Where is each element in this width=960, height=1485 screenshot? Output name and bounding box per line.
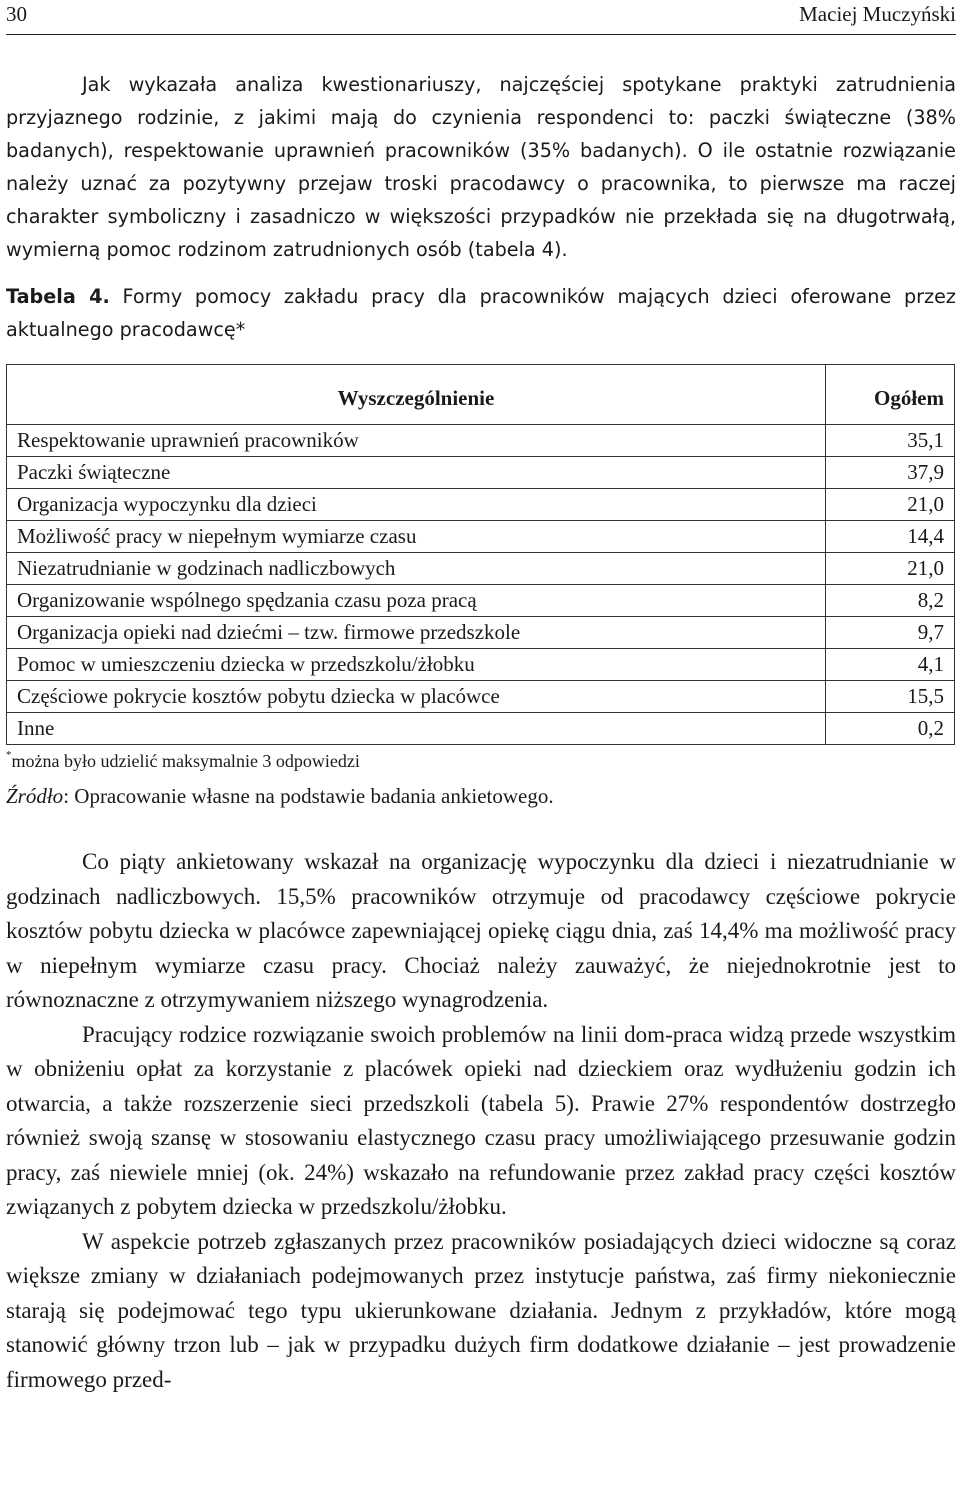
row-label: Częściowe pokrycie kosztów pobytu dziecka w placówce xyxy=(7,681,826,713)
row-value: 21,0 xyxy=(826,553,955,585)
paragraph-body-1: Co piąty ankietowany wskazał na organizację wypoczynku dla dzieci i niezatrudnianie w godzinach nadliczbowych. 15,5% pracowników otrzymuje od pracodawcy częściowe pokrycie kosztów pobytu dziecka w placówce zapewniającej opiekę ciągu dnia, zaś 14,4% ma możliwość pracy w niepełnym wymiarze czasu pracy. Chociaż należy zauważyć, że niejednokrotnie jest to równoznaczne z otrzymywaniem niższego wynagrodzenia. xyxy=(6,849,956,1012)
footnote-mark: * xyxy=(6,749,12,761)
table-row xyxy=(7,425,955,457)
running-header xyxy=(6,0,956,35)
paragraph-body-3: W aspekcie potrzeb zgłaszanych przez pracowników posiadających dzieci widoczne są coraz większe zmiany w działaniach podejmowanych przez instytucje państwa, zaś firmy niekoniecznie starają się podejmować tego typu ukierunkowane działania. Jednym z przykładów, które mogą stanowić główny trzon lub – jak w przypadku dużych firm dodatkowe działanie – jest prowadzenie firmowego przed- xyxy=(6,1228,956,1392)
paragraph-body-2: Pracujący rodzice rozwiązanie swoich problemów na linii dom-praca widzą przede wszystkim w obniżeniu opłat za korzystanie z placówek opieki nad dzieckiem oraz wydłużeniu godzin ich otwarcia, a także rozszerzenie sieci przedszkoli (tabela 5). Prawie 27% respondentów dostrzegło również swoją szansę w stosowaniu elastycznego czasu pracy umożliwiającego przesuwanie godzin pracy, zaś niewiele mniej (ok. 24%) wskazało na refundowanie przez zakład pracy części kosztów związanych z pobytem dziecka w przedszkolu/żłobku. xyxy=(6,1021,956,1219)
row-label: Respektowanie uprawnień pracowników xyxy=(7,425,826,457)
table-caption-text: Formy pomocy zakładu pracy dla pracowników mających dzieci oferowane przez aktualnego pracodawcę* xyxy=(6,285,956,341)
row-value: 9,7 xyxy=(826,617,955,649)
column-header-total: Ogółem xyxy=(826,365,955,425)
table-row xyxy=(7,649,955,681)
source-label: Źródło xyxy=(6,784,64,808)
table-row xyxy=(7,489,955,521)
paragraph-intro: Jak wykazała analiza kwestionariuszy, najczęściej spotykane praktyki zatrudnienia przyjaznego rodzinie, z jakimi mają do czynienia respondenci to: paczki świąteczne (38% badanych), respektowanie uprawnień pracowników (35% badanych). O ile ostatnie rozwiązanie należy uznać za pozytywny przejaw troski pracodawcy o pracownika, to pierwsze ma raczej charakter symboliczny i zasadniczo w większości przypadków nie przekłada się na długotrwałą, wymierną pomoc rodzinom zatrudnionych osób (tabela 4). xyxy=(6,73,956,261)
table-header-row xyxy=(7,365,955,425)
table-source xyxy=(6,784,956,809)
row-label: Niezatrudnianie w godzinach nadliczbowych xyxy=(7,553,826,585)
row-value: 4,1 xyxy=(826,649,955,681)
row-value: 37,9 xyxy=(826,457,955,489)
row-value: 0,2 xyxy=(826,713,955,745)
table-footnote xyxy=(6,751,956,772)
row-value: 21,0 xyxy=(826,489,955,521)
row-label: Inne xyxy=(7,713,826,745)
row-label: Organizowanie wspólnego spędzania czasu poza pracą xyxy=(7,585,826,617)
table-row xyxy=(7,457,955,489)
row-label: Organizacja wypoczynku dla dzieci xyxy=(7,489,826,521)
row-label: Paczki świąteczne xyxy=(7,457,826,489)
table-row xyxy=(7,713,955,745)
row-value: 8,2 xyxy=(826,585,955,617)
row-value: 35,1 xyxy=(826,425,955,457)
row-label: Możliwość pracy w niepełnym wymiarze czasu xyxy=(7,521,826,553)
row-value: 14,4 xyxy=(826,521,955,553)
table-caption-label: Tabela 4. xyxy=(6,285,110,308)
row-label: Organizacja opieki nad dziećmi – tzw. firmowe przedszkole xyxy=(7,617,826,649)
footnote-text: można było udzielić maksymalnie 3 odpowiedzi xyxy=(11,751,360,771)
source-text: : Opracowanie własne na podstawie badania ankietowego. xyxy=(63,784,554,808)
data-table xyxy=(6,364,955,745)
running-author: Maciej Muczyński xyxy=(799,2,956,26)
table-row xyxy=(7,585,955,617)
table-row xyxy=(7,553,955,585)
row-label: Pomoc w umieszczeniu dziecka w przedszkolu/żłobku xyxy=(7,649,826,681)
page-number: 30 xyxy=(6,2,27,26)
column-header-item: Wyszczególnienie xyxy=(7,365,826,425)
table-row xyxy=(7,617,955,649)
table-row xyxy=(7,681,955,713)
table-row xyxy=(7,521,955,553)
table-caption xyxy=(6,280,956,346)
row-value: 15,5 xyxy=(826,681,955,713)
document-page xyxy=(6,0,956,1397)
